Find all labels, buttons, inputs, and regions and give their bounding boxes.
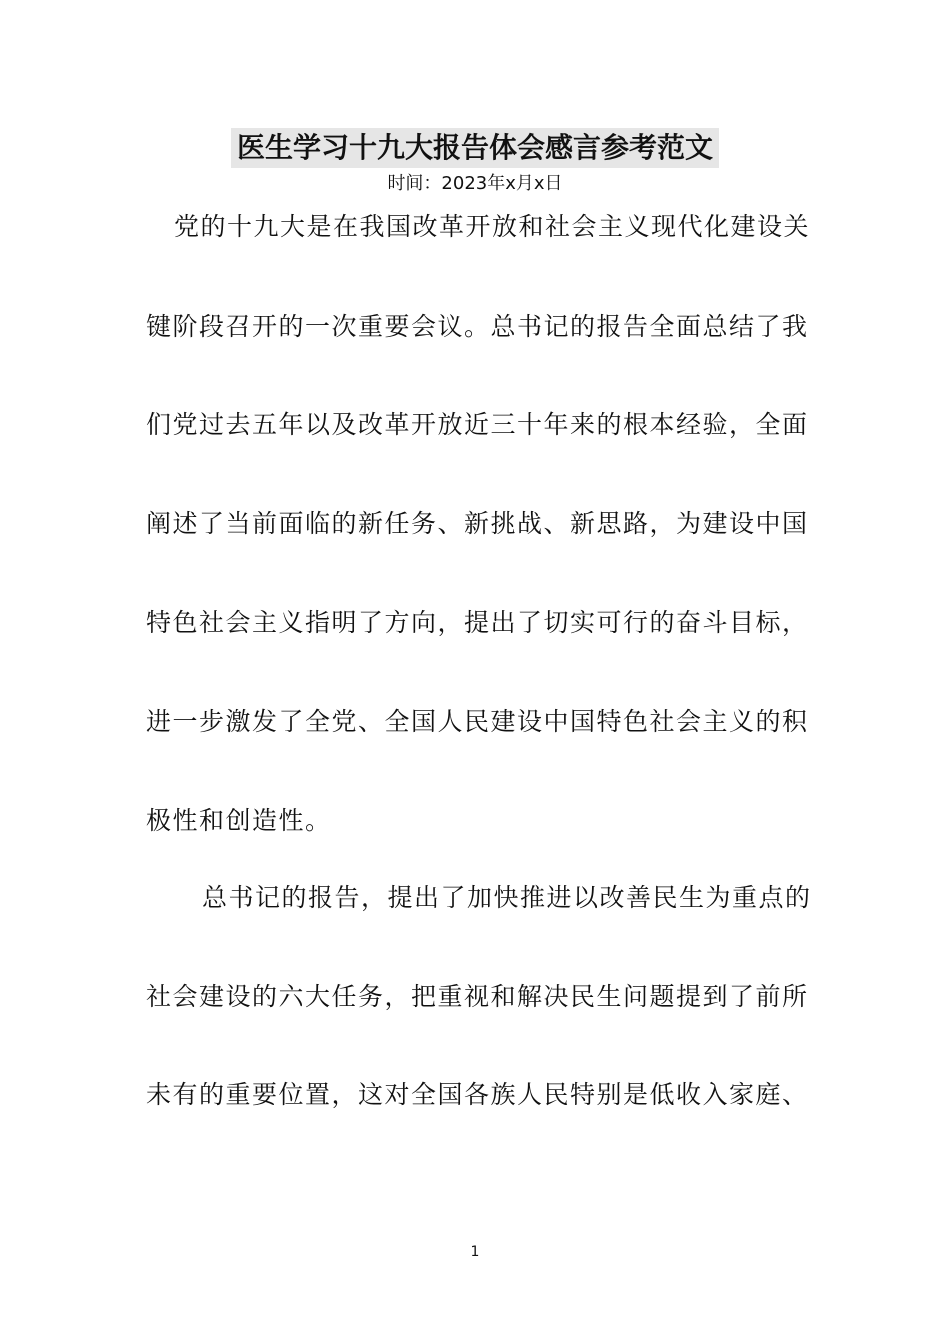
- paragraph-2-line-1: 总书记的报告，提出了加快推进以改善民生为重点的: [202, 883, 812, 912]
- document-title-wrapper: [0, 128, 950, 168]
- paragraph-1-line-2: 键阶段召开的一次重要会议。总书记的报告全面总结了我: [146, 312, 809, 341]
- paragraph-1-line-4: 阐述了当前面临的新任务、新挑战、新思路，为建设中国: [146, 509, 809, 538]
- document-title: 医生学习十九大报告体会感言参考范文: [231, 128, 719, 168]
- paragraph-2-line-3: 未有的重要位置，这对全国各族人民特别是低收入家庭、: [146, 1080, 809, 1109]
- paragraph-1-line-3: 们党过去五年以及改革开放近三十年来的根本经验，全面: [146, 410, 809, 439]
- document-date: 时间：2023年x月x日: [387, 173, 563, 194]
- paragraph-1-line-6: 进一步激发了全党、全国人民建设中国特色社会主义的积: [146, 707, 809, 736]
- paragraph-1-line-1: 党的十九大是在我国改革开放和社会主义现代化建设关: [174, 212, 811, 241]
- paragraph-2-line-2: 社会建设的六大任务，把重视和解决民生问题提到了前所: [146, 982, 809, 1011]
- page-number: 1: [470, 1244, 480, 1260]
- paragraph-1-line-7: 极性和创造性。: [146, 806, 332, 835]
- paragraph-1-line-5: 特色社会主义指明了方向，提出了切实可行的奋斗目标，: [146, 608, 809, 637]
